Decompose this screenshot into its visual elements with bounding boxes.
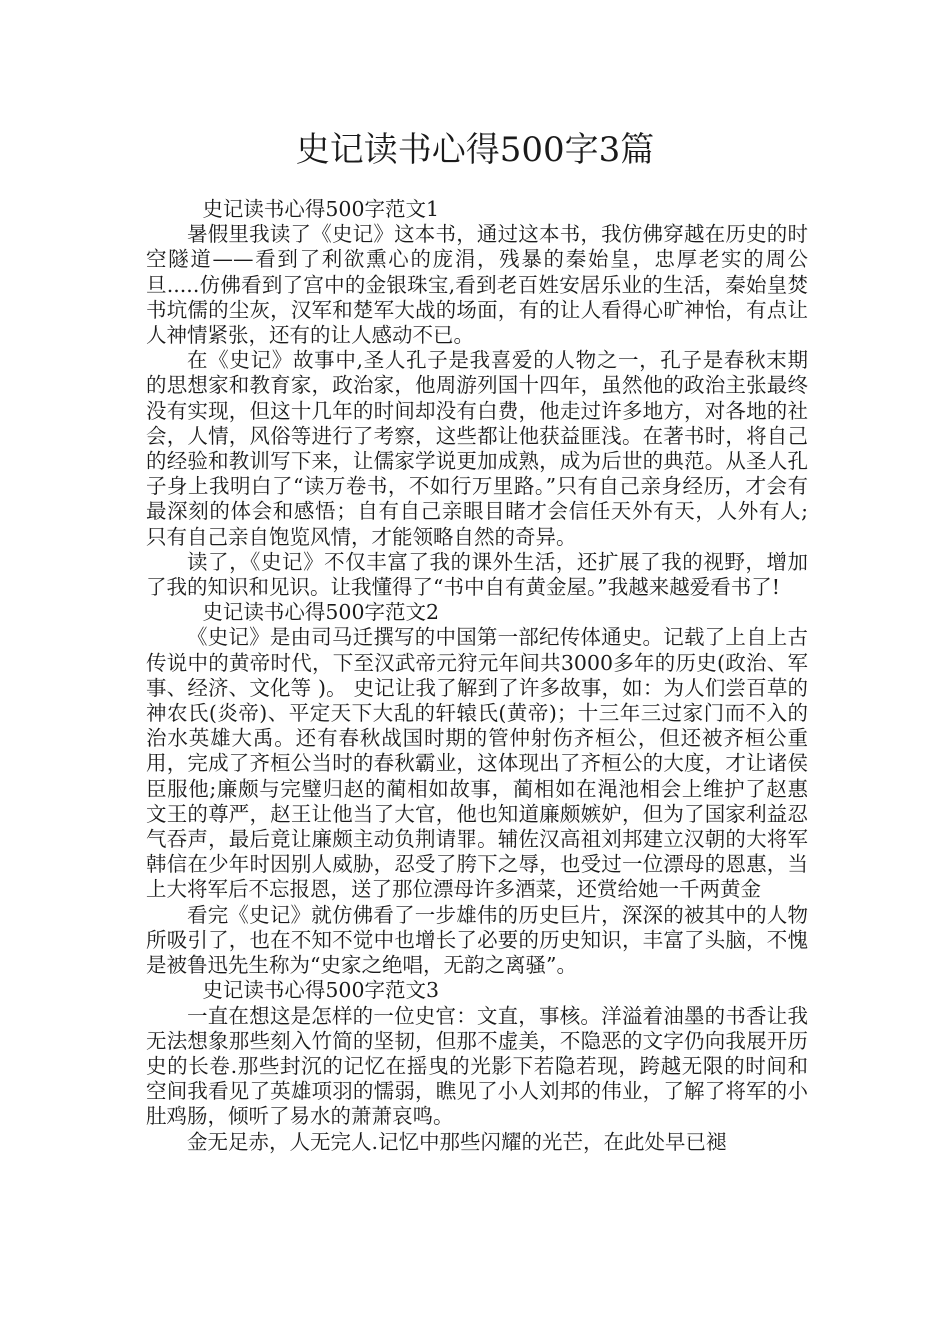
document-body (146, 197, 808, 1155)
section-1-paragraph-2: 在《史记》故事中,圣人孔子是我喜爱的人物之一，孔子是春秋末期的思想家和教育家，政治家，他周游列国十四年，虽然他的政治主张最终没有实现，但这十几年的时间却没有白费，他走过许多地方，对各地的社会，人情，风俗等进行了考察，这些都让他获益匪浅。在著书时，将自己的经验和教训写下来，让儒家学说更加成熟，成为后世的典范。从圣人孔子身上我明白了“读万卷书，不如行万里路。”只有自己亲身经历，才会有最深刻的体会和感悟；自有自己亲眼目睹才会信任天外有天，人外有人;只有自己亲自饱览风情，才能领略自然的奇异。 (146, 348, 808, 549)
section-3-paragraph-2: 金无足赤，人无完人.记忆中那些闪耀的光芒，在此处早已褪 (187, 1129, 727, 1154)
section-heading-1: 史记读书心得500字范文1 (202, 197, 440, 221)
section-heading-3: 史记读书心得500字范文3 (202, 978, 440, 1003)
section-3-paragraph-1: 一直在想这是怎样的一位史官：文直，事核。洋溢着油墨的书香让我无法想象那些刻入竹简的坚韧，但那不虚美，不隐恶的文字仍向我展开历史的长卷.那些封沉的记忆在摇曳的光影下若隐若现，跨越无限的时间和空间我看见了英雄项羽的懦弱，瞧见了小人刘邦的伟业，了解了将军的小肚鸡肠，倾听了易水的萧萧哀鸣。 (146, 1003, 808, 1129)
document-title: 史记读书心得500字3篇 (295, 130, 655, 170)
section-2-paragraph-2: 看完《史记》就仿佛看了一步雄伟的历史巨片，深深的被其中的人物所吸引了，也在不知不觉中也增长了必要的历史知识，丰富了头脑，不愧是被鲁迅先生称为“史家之绝唱，无韵之离骚”。 (146, 902, 808, 978)
section-1-paragraph-1: 暑假里我读了《史记》这本书，通过这本书，我仿佛穿越在历史的时空隧道——看到了利欲熏心的庞涓，残暴的秦始皇，忠厚老实的周公旦.....仿佛看到了宫中的金银珠宝,看到老百姓安居乐业的生活，秦始皇焚书坑儒的尘灰，汉军和楚军大战的场面，有的让人看得心旷神怡，有点让人神情紧张，还有的让人感动不已。 (146, 222, 808, 348)
section-2-paragraph-1: 《史记》是由司马迁撰写的中国第一部纪传体通史。记载了上自上古传说中的黄帝时代，下至汉武帝元狩元年间共3000多年的历史(政治、军事、经济、文化等 )。 史记让我了解到了许多故事，如：为人们尝百草的神农氏(炎帝)、平定天下大乱的轩辕氏(黄帝)；十三年三过家门而不入的治水英雄大禹。还有春秋战国时期的管仲射伤齐桓公，但还被齐桓公重用，完成了齐桓公当时的春秋霸业，这体现出了齐桓公的大度，才让诸侯臣服他;廉颇与完璧归赵的蔺相如故事，蔺相如在渑池相会上维护了赵惠文王的尊严，赵王让他当了大官，他也知道廉颇嫉妒，但为了国家利益忍气吞声，最后竟让廉颇主动负荆请罪。辅佐汉高祖刘邦建立汉朝的大将军韩信在少年时因别人威胁，忍受了胯下之辱，也受过一位漂母的恩惠，当上大将军后不忘报恩，送了那位漂母许多酒菜，还赏给她一千两黄金 (146, 625, 808, 902)
section-heading-2: 史记读书心得500字范文2 (202, 600, 440, 625)
section-1-paragraph-3: 读了，《史记》不仅丰富了我的课外生活，还扩展了我的视野，增加了我的知识和见识。让我懂得了“书中自有黄金屋。”我越来越爱看书了! (146, 549, 808, 600)
